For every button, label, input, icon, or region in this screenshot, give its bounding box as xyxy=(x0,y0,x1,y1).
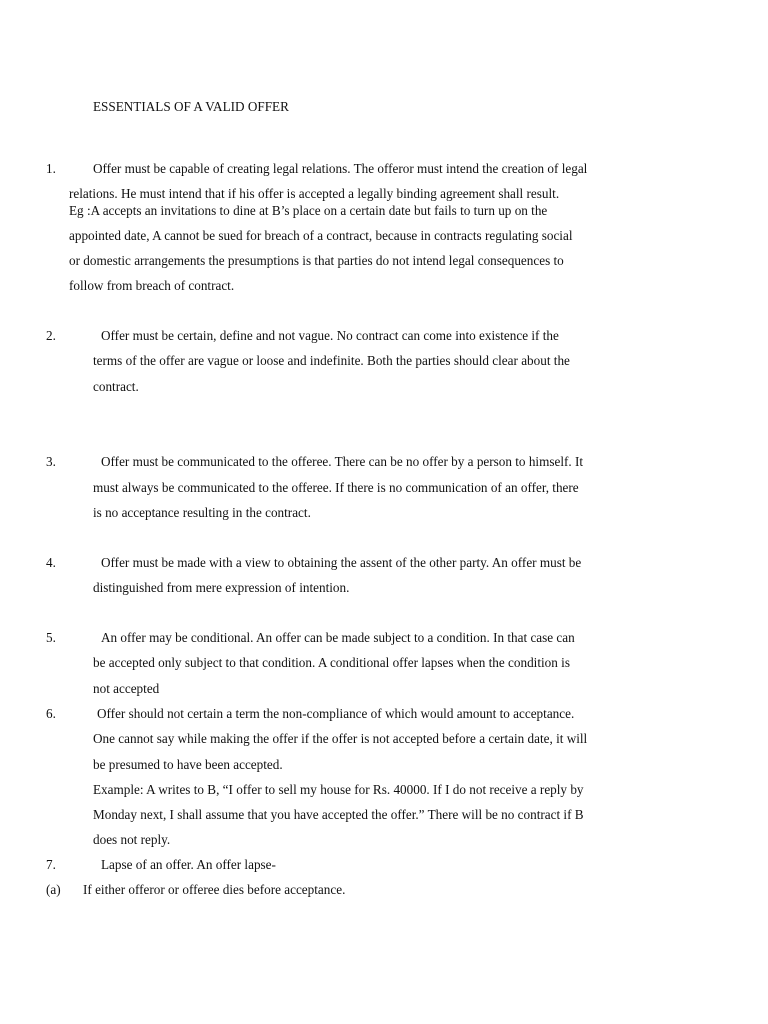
item-text-line: does not reply. xyxy=(93,832,171,847)
item-number: 2. xyxy=(46,328,56,343)
item-text-line: Eg :A accepts an invitations to dine at B’s place on a certain date but fails to turn up on the xyxy=(69,203,548,218)
item-text-line: must always be communicated to the offeree. If there is no communication of an offer, there xyxy=(93,480,579,495)
item-text-line: Example: A writes to B, “I offer to sell my house for Rs. 40000. If I do not receive a reply by xyxy=(93,782,584,797)
item-text-line: not accepted xyxy=(93,681,160,696)
item-text-line: relations. He must intend that if his offer is accepted a legally binding agreement shall result. xyxy=(69,186,560,201)
item-text-line: terms of the offer are vague or loose and indefinite. Both the parties should clear about the xyxy=(93,353,570,368)
item-text-line: contract. xyxy=(93,379,139,394)
item-text-line: appointed date, A cannot be sued for breach of a contract, because in contracts regulating social xyxy=(69,228,573,243)
item-text-line: Offer must be capable of creating legal relations. The offeror must intend the creation of legal xyxy=(93,161,588,176)
item-text-line: Monday next, I shall assume that you have accepted the offer.” There will be no contract if B xyxy=(93,807,584,822)
subitem-label: (a) xyxy=(46,882,61,897)
item-text-line: or domestic arrangements the presumptions is that parties do not intend legal consequences to xyxy=(69,253,564,268)
item-text-line: distinguished from mere expression of intention. xyxy=(93,580,350,595)
document-title: ESSENTIALS OF A VALID OFFER xyxy=(93,99,289,114)
item-text-line: follow from breach of contract. xyxy=(69,278,235,293)
item-text-line: Offer must be made with a view to obtaining the assent of the other party. An offer must be xyxy=(101,555,582,570)
item-text-line: be accepted only subject to that condition. A conditional offer lapses when the condition is xyxy=(93,655,570,670)
item-number: 6. xyxy=(46,706,56,721)
item-text-line: is no acceptance resulting in the contract. xyxy=(93,505,311,520)
item-number: 5. xyxy=(46,630,56,645)
item-text-line: Offer must be communicated to the offeree. There can be no offer by a person to himself. It xyxy=(101,454,584,469)
item-text-line: Offer must be certain, define and not vague. No contract can come into existence if the xyxy=(101,328,559,343)
item-number: 4. xyxy=(46,555,56,570)
item-number: 3. xyxy=(46,454,56,469)
item-text-line: be presumed to have been accepted. xyxy=(93,757,283,772)
item-text-line: If either offeror or offeree dies before acceptance. xyxy=(83,882,346,897)
item-text-line: Offer should not certain a term the non-compliance of which would amount to acceptance. xyxy=(97,706,575,721)
item-text-line: An offer may be conditional. An offer can be made subject to a condition. In that case can xyxy=(101,630,575,645)
item-text-line: Lapse of an offer. An offer lapse- xyxy=(101,857,276,872)
item-text-line: One cannot say while making the offer if the offer is not accepted before a certain date, it will xyxy=(93,731,588,746)
item-number: 1. xyxy=(46,161,56,176)
item-number: 7. xyxy=(46,857,56,872)
